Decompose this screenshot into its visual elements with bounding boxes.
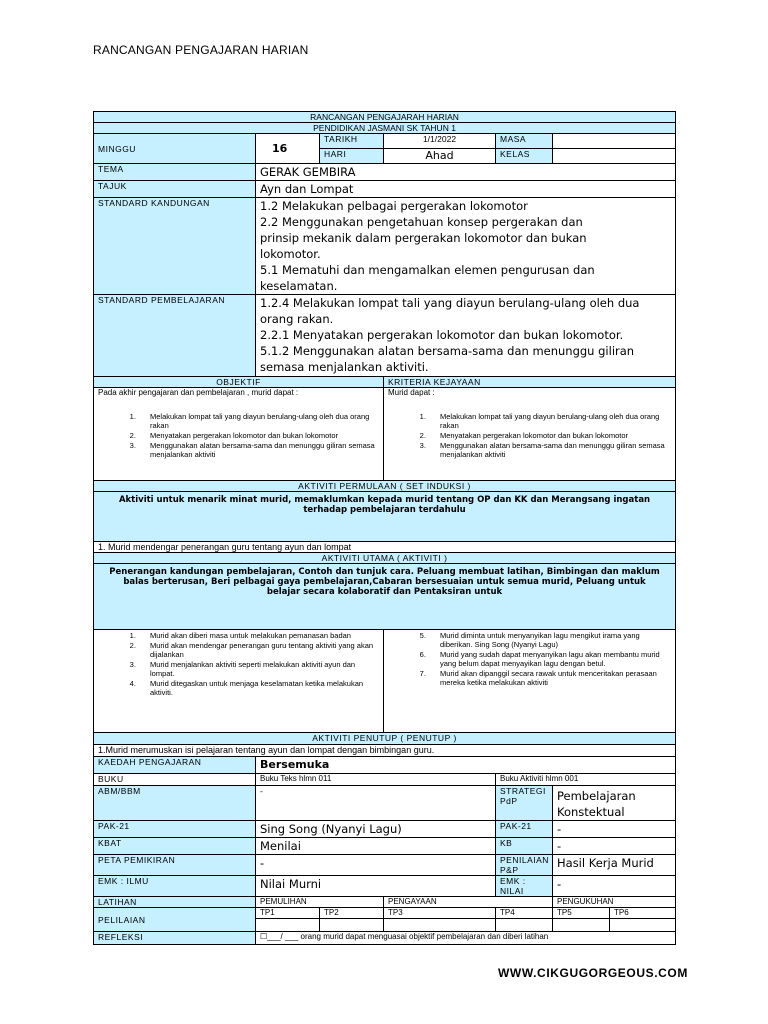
kelas-label: KELAS	[496, 149, 553, 164]
page-heading: RANCANGAN PENGAJARAN HARIAN	[93, 43, 309, 57]
pengukuhan-label: PENGUKUHAN	[553, 897, 676, 908]
standard-pembelajaran-value	[256, 295, 676, 377]
buku-label: BUKU	[94, 774, 256, 786]
lesson-plan-table	[93, 111, 676, 945]
kriteria-content	[384, 388, 676, 481]
masa-label: MASA	[496, 134, 553, 149]
abm-label: ABM/BBM	[94, 786, 256, 821]
emk-nilai-value: -	[553, 876, 676, 897]
pelilaian-label: PELILAIAN	[94, 908, 256, 932]
objektif-intro: Pada akhir pengajaran dan pembelajaran , murid dapat :	[98, 388, 299, 397]
kaedah-label: KAEDAH PENGAJARAN	[94, 757, 256, 774]
tp2-box[interactable]	[320, 919, 384, 932]
pak21-value: Sing Song (Nyanyi Lagu)	[256, 821, 496, 838]
plan-title: RANCANGAN PENGAJARAH HARIAN	[94, 112, 676, 123]
plan-subtitle: PENDIDIKAN JASMANI SK TAHUN 1	[94, 123, 676, 134]
list-item: 1. Melakukan lompat tali yang diayun berulang-ulang oleh dua orang rakan	[138, 412, 379, 430]
peta-pemikiran-value: -	[256, 855, 496, 876]
tp1-box[interactable]	[256, 919, 320, 932]
pak21-right-label: PAK-21	[496, 821, 553, 838]
list-item: 1. Murid akan diberi masa untuk melakukan pemanasan badan	[138, 631, 379, 640]
sk-line: 5.1 Mematuhi dan mengamalkan elemen pengurusan dan keselamatan.	[260, 263, 595, 293]
list-item: 2. Murid akan mendengar penerangan guru tentang aktiviti yang akan dijalankan	[138, 641, 379, 659]
kbat-value: Menilai	[256, 838, 496, 855]
sk-line: 2.2 Menggunakan pengetahuan konsep pergerakan dan prinsip mekanik dalam pergerakan lokomotor dan bukan lokomotor.	[260, 215, 587, 261]
standard-kandungan-label: STANDARD KANDUNGAN	[94, 198, 256, 295]
penilaian-value: Hasil Kerja Murid	[553, 855, 676, 876]
tajuk-value: Ayn dan Lompat	[256, 181, 676, 198]
list-item: 3. Menggunakan alatan bersama-sama dan menunggu giliran semasa menjalankan aktiviti	[428, 441, 671, 459]
kelas-value	[553, 149, 676, 164]
peta-pemikiran-label: PETA PEMIKIRAN	[94, 855, 256, 876]
tp2: TP2	[320, 908, 384, 919]
objektif-content	[94, 388, 384, 481]
emk-ilmu-label: EMK : ILMU	[94, 876, 256, 897]
tp6: TP6	[610, 908, 676, 919]
kriteria-list	[388, 412, 671, 459]
buku-teks: Buku Teks hlmn 011	[256, 774, 496, 786]
refleksi-value: ☐___/ ___ orang murid dapat menguasai objektif pembelajaran dan diberi latihan	[256, 932, 676, 945]
minggu-label: MINGGU	[94, 134, 256, 164]
pemulihan-label: PEMULIHAN	[256, 897, 384, 908]
utama-right-list	[388, 631, 671, 687]
minggu-value: 16	[256, 134, 320, 164]
kriteria-title: KRITERIA KEJAYAAN	[384, 377, 676, 388]
tp3: TP3	[384, 908, 496, 919]
list-item: 2. Menyatakan pergerakan lokomotor dan bukan lokomotor	[428, 431, 671, 440]
list-item: 4. Murid ditegaskan untuk menjaga keselamatan ketika melakukan aktiviti.	[138, 679, 379, 697]
emk-ilmu-value: Nilai Murni	[256, 876, 496, 897]
kriteria-intro: Murid dapat :	[388, 388, 435, 397]
hari-label: HARI	[320, 149, 384, 164]
list-item: 3. Murid menjalankan aktiviti seperti melakukan aktiviti ayun dan lompat.	[138, 660, 379, 678]
utama-left	[94, 630, 384, 733]
sp-line: 5.1.2 Menggunakan alatan bersama-sama dan menunggu giliran semasa menjalankan aktiviti.	[260, 344, 635, 374]
pak21-label: PAK-21	[94, 821, 256, 838]
abm-value: -	[256, 786, 496, 821]
sp-line: 2.2.1 Menyatakan pergerakan lokomotor dan bukan lokomotor.	[260, 328, 624, 342]
penutup-text: 1.Murid merumuskan isi pelajaran tentang ayun dan lompat dengan bimbingan guru.	[94, 745, 676, 757]
tp4: TP4	[496, 908, 553, 919]
penilaian-label: PENILAIAN P&P	[496, 855, 553, 876]
pengayaan-label: PENGAYAAN	[384, 897, 553, 908]
buku-aktiviti: Buku Aktiviti hlmn 001	[496, 774, 676, 786]
emk-nilai-label: EMK : NILAI	[496, 876, 553, 897]
penutup-title: AKTIVITI PENUTUP ( PENUTUP )	[94, 733, 676, 745]
list-item: 3. Menggunakan alatan bersama-sama dan menunggu giliran semasa menjalankan aktiviti	[138, 441, 379, 459]
kb-value: -	[553, 838, 676, 855]
tarikh-label: TARIKH	[320, 134, 384, 149]
hari-value: Ahad	[384, 149, 496, 164]
tp4-box[interactable]	[496, 919, 553, 932]
tp5-box[interactable]	[553, 919, 610, 932]
sk-line: 1.2 Melakukan pelbagai pergerakan lokomotor	[260, 199, 528, 213]
tema-label: TEMA	[94, 164, 256, 181]
utama-left-list	[98, 631, 379, 697]
kaedah-value: Bersemuka	[256, 757, 676, 774]
utama-title: AKTIVITI UTAMA ( AKTIVITI )	[94, 553, 676, 564]
tp5: TP5	[553, 908, 610, 919]
footer-url: WWW.CIKGUGORGEOUS.COM	[498, 966, 688, 980]
permulaan-note: 1. Murid mendengar penerangan guru tentang ayun dan lompat	[94, 542, 676, 553]
utama-right	[384, 630, 676, 733]
utama-text: Penerangan kandungan pembelajaran, Contoh dan tunjuk cara. Peluang membuat latihan, Bimbingan dan maklum balas berterusan, Beri pelbagai gaya pembelajaran,Cabaran bersesuaian untuk semua murid, Peluang untuk belajar secara kolaboratif dan Pentaksiran untuk	[94, 564, 676, 630]
pak21-right-value: -	[553, 821, 676, 838]
tp3-box[interactable]	[384, 919, 496, 932]
list-item: 1. Melakukan lompat tali yang diayun berulang-ulang oleh dua orang rakan	[428, 412, 671, 430]
refleksi-label: REFLEKSI	[94, 932, 256, 945]
list-item: 5. Murid diminta untuk menyanyikan lagu mengikut irama yang diberikan. Sing Song (Nyanyi Lagu)	[428, 631, 671, 649]
tema-value: GERAK GEMBIRA	[256, 164, 676, 181]
permulaan-title: AKTIVITI PERMULAAN ( SET INDUKSI )	[94, 481, 676, 492]
tajuk-label: TAJUK	[94, 181, 256, 198]
permulaan-text: Aktiviti untuk menarik minat murid, memaklumkan kepada murid tentang OP dan KK dan Merangsang ingatan terhadap pembelajaran terdahulu	[94, 492, 676, 542]
kb-label: KB	[496, 838, 553, 855]
list-item: 7. Murid akan dipanggil secara rawak untuk menceritakan perasaan mereka ketika melakukan aktiviti	[428, 669, 671, 687]
strategi-value: Pembelajaran Konstektual	[553, 786, 676, 821]
objektif-title: OBJEKTIF	[94, 377, 384, 388]
latihan-label: LATIHAN	[94, 897, 256, 908]
kbat-label: KBAT	[94, 838, 256, 855]
objektif-list	[98, 412, 379, 459]
standard-pembelajaran-label: STANDARD PEMBELAJARAN	[94, 295, 256, 377]
strategi-label: STRATEGI PdP	[496, 786, 553, 821]
standard-kandungan-value	[256, 198, 676, 295]
masa-value	[553, 134, 676, 149]
tp1: TP1	[256, 908, 320, 919]
tp6-box[interactable]	[610, 919, 676, 932]
sp-line: 1.2.4 Melakukan lompat tali yang diayun berulang-ulang oleh dua orang rakan.	[260, 296, 640, 326]
tarikh-value: 1/1/2022	[384, 134, 496, 149]
list-item: 6. Murid yang sudah dapat menyanyikan lagu akan membantu murid yang belum dapat menyayikan lagu dengan betul.	[428, 650, 671, 668]
list-item: 2. Menyatakan pergerakan lokomotor dan bukan lokomotor	[138, 431, 379, 440]
